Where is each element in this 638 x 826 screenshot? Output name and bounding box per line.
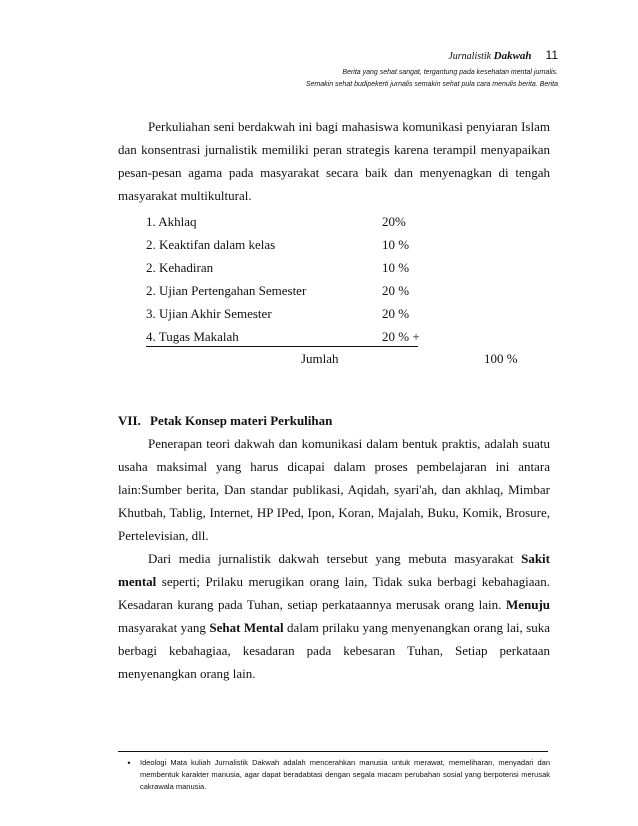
section-paragraph-1: Penerapan teori dakwah dan komunikasi dalam bentuk praktis, adalah suatu usaha maksimal yang harus dicapai dalam proses pembelajaran ini antara lain:Sumber berita, Dan standar publikasi, Aqidah, syari'ah, dan akhlaq, Mimbar Khutbah, Tablig, Internet, HP IPed, Ipon, Koran, Majalah, Buku, Komik, Brosure, Pertelevisian, dll. [118, 436, 550, 543]
grading-item [118, 256, 550, 279]
grading-item [118, 233, 550, 256]
section-number: VII. [118, 413, 141, 428]
header-quote-1: Berita yang sehat sangat, tergantung pada kesehatan mental jurnalis. [342, 69, 558, 76]
grading-item-label: 3. Ujian Akhir Semester [146, 306, 272, 321]
footnote-rule [118, 751, 548, 752]
grading-item [118, 302, 550, 325]
grading-item-label: 2. Kehadiran [146, 260, 214, 275]
p2-bold-menuju: Menuju [505, 597, 550, 612]
running-title-prefix: Jurnalistik [448, 51, 492, 62]
grading-item-value: 20% [382, 214, 406, 229]
p2-bold-sakit-mental: Sakit mental [118, 551, 550, 589]
running-title-main: Dakwah [493, 50, 532, 62]
grading-item-label: 1. Akhlaq [146, 214, 197, 229]
bullet-icon: • [127, 758, 131, 768]
grading-item [118, 279, 550, 302]
p2-bold-sehat-mental: Sehat Mental [209, 620, 284, 635]
total-value: 100 % [484, 351, 518, 366]
grading-item-value: 10 % [382, 237, 410, 252]
grading-item-label: 4. Tugas Makalah [146, 329, 239, 344]
grading-total [118, 347, 550, 371]
grading-item [118, 210, 550, 233]
grading-item-value: 20 % + [382, 329, 420, 344]
header-quote-2: Semakin sehat budipekerti jurnalis semakin sehat pula cara menulis berita. Berita [305, 81, 558, 88]
grading-item [118, 325, 550, 348]
footnote-text: Ideologi Mata kuliah Jurnalistik Dakwah adalah mencerahkan manusia untuk merawat, memeliharan, menyadari dan membentuk karakter manusia, agar dapat beradabtasi dengan segala macam perubahan sosial yang berpotensi merusak cakrawala manusia. [140, 758, 550, 791]
grading-item-value: 20 % [382, 283, 410, 298]
p2-text-d: masyarakat yang [118, 620, 210, 635]
intro-paragraph: Perkuliahan seni berdakwah ini bagi mahasiswa komunikasi penyiaran Islam dan konsentrasi jurnalistik memiliki peran strategis karena terampil menyapaikan pesan-pesan agama pada masyarakat secara baik dan menyenagkan di tengah masyarakat multikultural. [118, 119, 550, 203]
page-body [118, 115, 550, 685]
p2-text-a: Dari media jurnalistik dakwah tersebut yang mebuta masyarakat [148, 551, 522, 566]
footnote [118, 757, 550, 793]
p2-text-e: dalam prilaku yang menyenangkan orang lai, suka berbagi kebahagiaa, kesadaran pada kebesaran Tuhan, Setiap perkataan menyenangkan orang lain. [118, 620, 550, 681]
p2-text-c: seperti; Prilaku merugikan orang lain, Tidak suka berbagi kebahagiaan. Kesadaran kurang pada Tuhan, setiap perkataannya merusak orang lain. [118, 574, 550, 612]
grading-item-label: 2. Ujian Pertengahan Semester [146, 283, 307, 298]
grading-item-value: 20 % [382, 306, 410, 321]
grading-item-label: 2. Keaktifan dalam kelas [146, 237, 276, 252]
running-title [448, 51, 531, 62]
section-paragraph-2 [118, 547, 550, 685]
page-header [306, 48, 558, 90]
section-title: Petak Konsep materi Perkulihan [150, 413, 333, 428]
grading-item-value: 10 % [382, 260, 410, 275]
section-heading [118, 409, 550, 432]
total-label: Jumlah [301, 351, 339, 366]
grading-list [118, 210, 550, 371]
page-number: 11 [545, 48, 558, 62]
